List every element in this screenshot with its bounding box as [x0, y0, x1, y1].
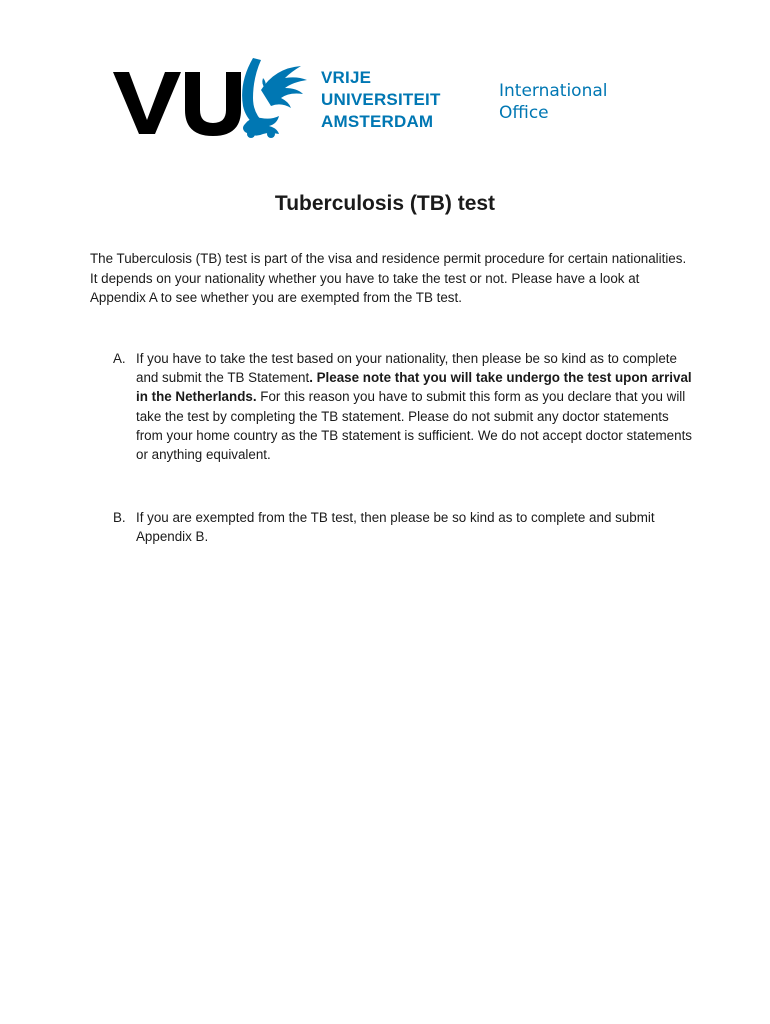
list-item-b-text-1: If you are exempted from the TB test, then please be so kind as to complete and submit Appendix B. [136, 510, 655, 545]
list-marker-b: B. [113, 510, 126, 525]
office-name [499, 80, 608, 124]
vu-letters [113, 72, 241, 136]
list-item-a [113, 349, 693, 464]
list-item-a-text-1: If you have to take the test based on your nationality, then please be so kind as to complete and submit the TB Statement [136, 351, 677, 386]
university-name-line-2: UNIVERSITEIT [321, 90, 441, 109]
university-name-line-1: VRIJE [321, 68, 372, 87]
list-marker-a: A. [113, 351, 126, 366]
university-name-line-3: AMSTERDAM [321, 112, 434, 131]
office-name-line-1: International [499, 81, 608, 101]
list-item-b [113, 508, 693, 546]
griffin-emblem [242, 58, 307, 138]
intro-paragraph: The Tuberculosis (TB) test is part of the visa and residence permit procedure for certain nationalities. It depends on your nationality whether you have to take the test or not. Please have a look at Appendix A to see whether you are exempted from the TB test. [90, 251, 687, 305]
vu-logo [113, 50, 323, 145]
letterhead [113, 50, 653, 145]
university-name [321, 67, 441, 133]
document-title: Tuberculosis (TB) test [274, 192, 496, 215]
list-item-b-body [136, 508, 693, 546]
list-item-a-text-2: For this reason you have to submit this form as you declare that you will take the test by completing the TB statement. Please do not submit any doctor statements from your home country as the TB statement is sufficient. We do not accept doctor statements or anything equivalent. [136, 389, 692, 463]
office-name-line-2: Office [499, 103, 549, 123]
list-item-a-body [136, 349, 693, 464]
list-item-a-bold-note: . Please note that you will take undergo the test upon arrival in the Netherlands. [136, 370, 692, 405]
